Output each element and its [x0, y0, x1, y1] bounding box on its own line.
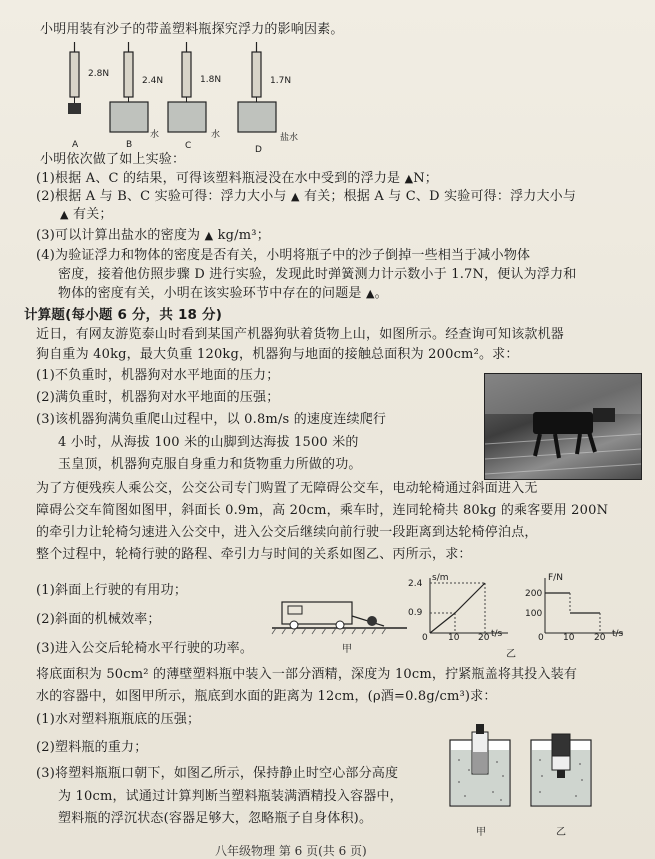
q-float-line-7: 物体的密度有关，小明在该实验环节中存在的问题是 ▲。	[58, 286, 388, 301]
fig-yi-label-bottle: 乙	[556, 827, 566, 838]
bottle-figure-jia	[447, 720, 517, 810]
q-bus-line-3: 整个过程中，轮椅行驶的路程、牵引力与时间的关系如图乙、丙所示，求：	[36, 547, 472, 562]
letter-b: B	[126, 140, 133, 150]
f-t-ylabel: F/N	[548, 573, 563, 583]
s-t-xtick-10: 10	[448, 633, 460, 643]
scale-a	[68, 42, 81, 114]
reading-d: 1.7N	[270, 76, 292, 86]
f-t-xtick-10: 10	[563, 633, 575, 643]
fig-jia-label-bottle: 甲	[476, 827, 486, 838]
q-float-line-4: (3)可以计算出盐水的密度为 ▲ kg/m³；	[36, 228, 270, 243]
s-t-xlabel: t/s	[491, 629, 503, 639]
q-bottle-line-6: 塑料瓶的浮沉状态(容器足够大，忽略瓶子自身体积)。	[58, 811, 373, 826]
f-t-xtick-20: 20	[594, 633, 606, 643]
q-bottle-line-3: (2)塑料瓶的重力；	[36, 740, 148, 755]
reading-c: 1.8N	[200, 75, 222, 85]
q-robot-line-4: (3)该机器狗满负重爬山过程中，以 0.8m/s 的速度连续爬行	[36, 412, 387, 427]
q-robot-line-3: (2)满负重时，机器狗对水平地面的压强；	[36, 390, 280, 405]
q-bottle-line-2: (1)水对塑料瓶瓶底的压强；	[36, 712, 201, 727]
q-robot-line-5: 4 小时，从海拔 100 米的山脚到达海拔 1500 米的	[58, 435, 359, 450]
fig-jia-label-bus: 甲	[342, 644, 352, 655]
q-bus-line-4: (1)斜面上行驶的有用功；	[36, 583, 188, 598]
section-title: 计算题(每小题 6 分，共 18 分)	[24, 307, 223, 323]
q-robot-line-1: 狗自重为 40kg，最大负重 120kg，机器狗与地面的接触总面积为 200cm²。求：	[36, 347, 519, 362]
q-robot-line-0: 近日，有网友游览泰山时看到某国产机器狗驮着货物上山，如图所示。经查询可知该款机器	[36, 327, 565, 342]
q-bus-line-1: 障碍公交车简图如图甲，斜面长 0.9m，高 20cm，乘车时，连同轮椅共 80kg 的乘客要用 200N	[36, 503, 609, 518]
q-robot-line-6: 玉皇顶，机器狗克服自身重力和货物重力所做的功。	[58, 457, 362, 472]
s-t-xtick-0: 0	[422, 633, 428, 643]
robot-dog-photo	[484, 373, 642, 480]
q-robot-line-2: (1)不负重时，机器狗对水平地面的压力；	[36, 368, 280, 383]
liquid-b: 水	[150, 130, 160, 140]
bus-ramp-figure	[272, 590, 412, 640]
q-float-line-5: (4)为验证浮力和物体的密度是否有关，小明将瓶子中的沙子倒掉一些相当于减小物体	[36, 248, 531, 263]
scale-b	[110, 42, 148, 132]
letter-d: D	[255, 145, 262, 155]
letter-a: A	[72, 140, 79, 150]
s-t-ytick-top: 2.4	[408, 579, 423, 589]
reading-a: 2.8N	[88, 69, 110, 79]
reading-b: 2.4N	[142, 76, 164, 86]
q-float-line-0: 小明依次做了如上实验：	[40, 152, 186, 167]
f-t-ytick-100: 100	[525, 609, 543, 619]
bottle-figure-yi	[528, 720, 598, 810]
q-bottle-line-4: (3)将塑料瓶瓶口朝下，如图乙所示，保持静止时空心部分高度	[36, 766, 399, 781]
q-bottle-line-0: 将底面积为 50cm² 的薄壁塑料瓶中装入一部分酒精，深度为 10cm，拧紧瓶盖将其投入装有	[36, 667, 578, 682]
f-t-xtick-0: 0	[538, 633, 544, 643]
q-bottle-line-5: 为 10cm，试通过计算判断当塑料瓶装满酒精投入容器中，	[58, 789, 403, 804]
q-float-line-3: ▲ 有关；	[60, 207, 113, 222]
q-bus-line-0: 为了方便残疾人乘公交，公交公司专门购置了无障碍公交车，电动轮椅通过斜面进入无	[36, 481, 538, 496]
s-t-ylabel: s/m	[432, 573, 449, 583]
s-t-xtick-20: 20	[478, 633, 490, 643]
q-bus-line-6: (3)进入公交后轮椅水平行驶的功率。	[36, 641, 254, 656]
q-float-line-1: (1)根据 A、C 的结果，可得该塑料瓶浸没在水中受到的浮力是 ▲N；	[36, 171, 439, 186]
scale-d	[238, 42, 276, 132]
fig-yi-label-bus: 乙	[506, 649, 516, 660]
scale-c	[168, 42, 206, 132]
liquid-d: 盐水	[280, 133, 299, 143]
s-t-ytick-low: 0.9	[408, 608, 423, 618]
f-t-ytick-200: 200	[525, 589, 543, 599]
q-float-line-6: 密度，接着他仿照步骤 D 进行实验，发现此时弹簧测力计示数小于 1.7N，便认为浮力和	[58, 267, 577, 282]
f-t-xlabel: t/s	[612, 629, 624, 639]
q-float-line-2: (2)根据 A 与 B、C 实验可得：浮力大小与 ▲ 有关；根据 A 与 C、D 实验可得：浮力大小与	[36, 189, 577, 204]
q-bus-line-5: (2)斜面的机械效率；	[36, 612, 161, 627]
q-bottle-line-1: 水的容器中，如图甲所示，瓶底到水面的距离为 12cm，(ρ酒=0.8g/cm³)求：	[36, 689, 497, 704]
q-float-intro: 小明用装有沙子的带盖塑料瓶探究浮力的影响因素。	[40, 22, 344, 37]
liquid-c: 水	[211, 130, 221, 140]
q-bus-line-2: 的牵引力让轮椅匀速进入公交中，进入公交后继续向前行驶一段距离到达轮椅停泊点，	[36, 525, 538, 540]
float-experiment-figure	[60, 40, 300, 140]
letter-c: C	[185, 141, 192, 151]
page-footer: 八年级物理 第 6 页(共 6 页)	[215, 844, 367, 858]
